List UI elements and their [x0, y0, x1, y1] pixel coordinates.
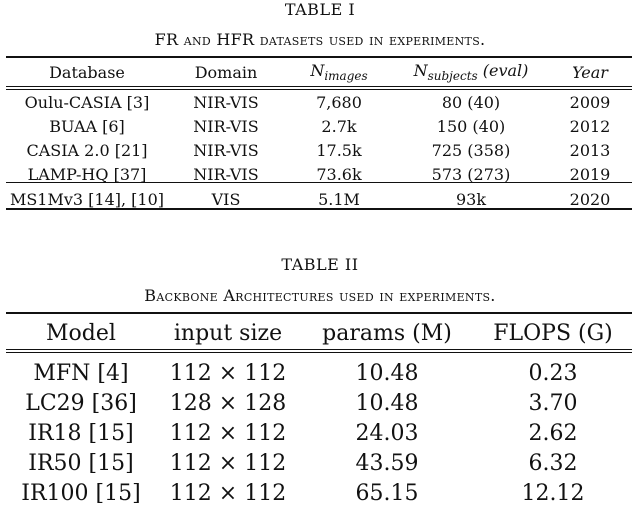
images-cell: 5.1M	[318, 189, 360, 209]
params-cell: 10.48	[355, 360, 419, 386]
domain-cell: NIR-VIS	[193, 116, 259, 136]
input-size-cell: 128 × 128	[169, 390, 287, 416]
table-row	[6, 352, 632, 388]
table-row	[6, 138, 632, 162]
table1-number: TABLE I	[284, 0, 356, 19]
table2-number: TABLE II	[281, 255, 359, 274]
database-cell: CASIA 2.0 [21]	[26, 140, 148, 160]
domain-cell: VIS	[211, 189, 241, 209]
model-cell: IR100 [15]	[21, 480, 141, 506]
table1-header-images: $N_{images}$	[310, 60, 368, 84]
table-row	[6, 418, 632, 448]
flops-cell: 12.12	[521, 480, 585, 506]
database-cell: LAMP-HQ [37]	[27, 164, 147, 184]
params-cell: 10.48	[355, 390, 419, 416]
subjects-cell: 725 (358)	[431, 140, 511, 160]
database-cell: MS1Mv3 [14], [10]	[9, 189, 165, 209]
subjects-cell: 150 (40)	[436, 116, 506, 136]
table-row	[6, 162, 632, 186]
year-cell: 2013	[569, 140, 611, 160]
input-size-cell: 112 × 112	[169, 480, 287, 506]
table1-header-database: Database	[49, 62, 125, 82]
year-cell: 2012	[569, 116, 611, 136]
table1-title: FR and HFR datasets used in experiments.	[154, 30, 486, 49]
images-cell: 73.6k	[316, 164, 362, 184]
table2-header-model: Model	[46, 320, 116, 346]
table2-header-flops: FLOPS (G)	[493, 320, 613, 346]
images-cell: 17.5k	[316, 140, 362, 160]
flops-cell: 3.70	[528, 390, 578, 416]
flops-cell: 6.32	[528, 450, 578, 476]
table1-header-subjects: $N_{subjects}$ (eval)	[413, 60, 529, 84]
subjects-cell: 93k	[455, 189, 487, 209]
input-size-cell: 112 × 112	[169, 360, 287, 386]
model-cell: LC29 [36]	[25, 390, 137, 416]
params-cell: 65.15	[355, 480, 419, 506]
table1	[6, 58, 632, 212]
subjects-cell: 573 (273)	[431, 164, 511, 184]
year-cell: 2019	[569, 164, 611, 184]
params-cell: 24.03	[355, 420, 419, 446]
subjects-cell: 80 (40)	[441, 92, 501, 112]
table-row	[6, 478, 632, 508]
images-cell: 7,680	[316, 92, 362, 112]
domain-cell: NIR-VIS	[193, 164, 259, 184]
input-size-cell: 112 × 112	[169, 450, 287, 476]
database-cell: BUAA [6]	[49, 116, 125, 136]
database-cell: Oulu-CASIA [3]	[24, 92, 150, 112]
table2-header-row	[6, 314, 632, 352]
model-cell: MFN [4]	[33, 360, 129, 386]
table2	[6, 314, 632, 508]
images-cell: 2.7k	[321, 116, 357, 136]
table2-header-input: input size	[173, 320, 283, 346]
table1-header-row	[6, 58, 632, 86]
model-cell: IR18 [15]	[28, 420, 134, 446]
table-row	[6, 114, 632, 138]
flops-cell: 0.23	[528, 360, 578, 386]
table2-title: Backbone Architectures used in experiments.	[144, 286, 496, 305]
year-cell: 2009	[569, 92, 611, 112]
table2-header-params: params (M)	[322, 320, 452, 346]
model-cell: IR50 [15]	[28, 450, 134, 476]
table1-header-domain: Domain	[194, 62, 258, 82]
year-cell: 2020	[569, 189, 611, 209]
table1-header-year: Year	[572, 62, 608, 82]
domain-cell: NIR-VIS	[193, 92, 259, 112]
table-row	[6, 86, 632, 114]
table-row	[6, 448, 632, 478]
table-row	[6, 186, 632, 212]
domain-cell: NIR-VIS	[193, 140, 259, 160]
params-cell: 43.59	[355, 450, 419, 476]
flops-cell: 2.62	[528, 420, 578, 446]
table-row	[6, 388, 632, 418]
input-size-cell: 112 × 112	[169, 420, 287, 446]
